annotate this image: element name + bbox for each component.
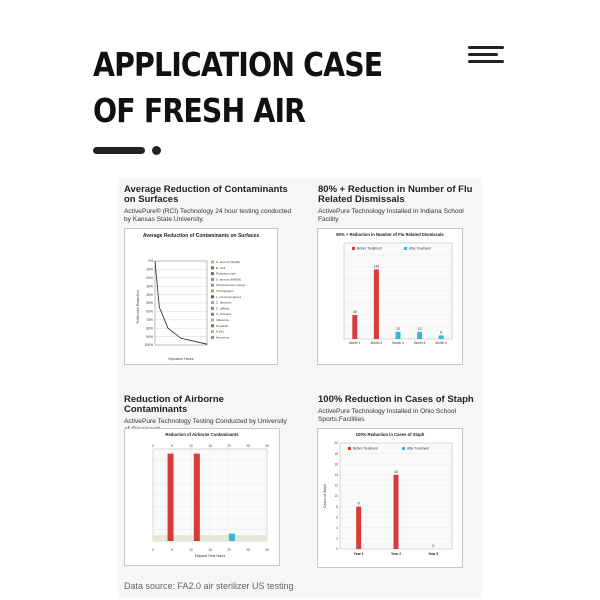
title-underline-dot — [152, 146, 161, 155]
card-subtitle: ActivePure Technology Installed in Indiana School Facility — [318, 208, 464, 223]
chart-title: Average Reduction of Contaminants on Surfaces — [142, 233, 260, 239]
chart-flu-dismissals — [317, 228, 463, 365]
card-flu-dismissals — [318, 185, 478, 223]
chart-surface-contaminants — [124, 228, 278, 365]
legend-swatch-before — [352, 247, 355, 250]
legend-entry: Influenza — [216, 318, 229, 322]
y-tick-label: 40% — [146, 292, 153, 297]
y-axis-label: % Microbe Reduction — [136, 290, 140, 324]
legend-entry: Streptococcus (strep) — [216, 283, 246, 288]
legend-swatch — [211, 278, 214, 281]
y-tick-label: 0% — [148, 259, 153, 264]
legend-entry: Before Treatment — [353, 446, 378, 451]
bar — [352, 315, 357, 339]
legend-entry: S. aureus (Staph) — [216, 260, 241, 264]
x-tick-label-top: 30 — [265, 444, 269, 448]
x-tick-label: Year 1 — [353, 552, 364, 556]
legend-entry: Pseudomonas — [216, 271, 236, 276]
chart-airborne-contaminants — [124, 428, 280, 566]
legend-entry: L. monocytogenes — [216, 294, 242, 299]
y-tick-label: 14 — [334, 473, 338, 477]
y-tick-label: 20% — [146, 276, 153, 280]
chart-title: Reduction of Airborne Contaminants — [165, 432, 239, 437]
x-tick-label-top: 5 — [171, 444, 173, 448]
x-axis-label: Elapsed Time Hours — [194, 554, 226, 558]
legend-swatch — [211, 261, 214, 264]
x-tick-label: Year 2 — [391, 552, 401, 556]
legend-entry: S. aureus (MRSA) — [216, 277, 242, 282]
bar — [417, 332, 422, 339]
y-tick-label: 50% — [146, 301, 153, 306]
data-label: 12 — [396, 326, 400, 331]
y-tick-label: 16 — [334, 462, 338, 467]
bar — [374, 269, 379, 339]
legend-swatch-after — [404, 247, 407, 250]
legend-entry: C. difficile — [216, 306, 230, 311]
data-label: 12 — [417, 326, 422, 331]
x-tick-label: 15 — [208, 548, 212, 552]
legend-entry: Hepatitis — [216, 323, 229, 328]
card-staph-cases — [318, 395, 476, 423]
y-tick-label: 10% — [146, 267, 153, 272]
x-tick-label: 25 — [246, 548, 250, 552]
x-tick-label-top: 10 — [189, 444, 193, 448]
legend-swatch — [211, 295, 214, 298]
legend-swatch — [211, 290, 214, 293]
chart-title: 100% Reduction in Cases of Staph — [355, 432, 425, 437]
x-tick-label: Month 1 — [349, 341, 361, 345]
data-label: 116 — [373, 264, 380, 269]
y-tick-label: 4 — [336, 526, 338, 530]
legend-entry: S. enterica — [216, 312, 231, 317]
y-tick-label: 70% — [146, 318, 153, 322]
x-tick-label: Month 3 — [392, 341, 404, 345]
legend-swatch — [211, 272, 214, 275]
legend-entry: Norovirus — [216, 335, 230, 340]
page-title — [93, 42, 382, 134]
legend-entry: H1N1 — [216, 329, 224, 334]
page-title-line-2: OF FRESH AIR — [93, 91, 306, 130]
y-tick-label: 100% — [144, 343, 153, 348]
y-axis-label: Cases of Staph — [323, 484, 327, 508]
data-label: 40 — [352, 310, 357, 314]
legend-swatch — [211, 284, 214, 287]
y-tick-label: 8 — [336, 504, 338, 509]
legend-swatch — [211, 336, 214, 339]
card-title: 80% + Reduction in Number of Flu Related Dismissals — [318, 184, 473, 205]
bar — [396, 332, 401, 339]
y-tick-label: 6 — [336, 515, 338, 520]
x-tick-label: 0 — [152, 548, 154, 552]
legend-swatch — [211, 330, 214, 333]
y-tick-label: 12 — [334, 483, 338, 488]
card-surface-contaminants — [124, 185, 294, 223]
x-tick-label-top: 25 — [246, 444, 250, 448]
bar — [439, 335, 444, 339]
y-tick-label: 80% — [146, 326, 153, 331]
card-title: 100% Reduction in Cases of Staph — [318, 394, 474, 405]
bar — [168, 454, 174, 541]
data-source-note: Data source: FA2.0 air sterilizer US testing — [124, 581, 294, 591]
y-tick-label: 60% — [146, 309, 153, 314]
card-subtitle: ActivePure® (RCI) Technology 24 hour testing conducted by Kansas State University. — [124, 208, 292, 223]
x-tick-label-top: 20 — [227, 444, 231, 448]
card-subtitle: ActivePure Technology Testing Conducted by University — [124, 418, 287, 425]
legend-swatch — [211, 301, 214, 304]
y-tick-label: 30% — [146, 284, 153, 289]
bar — [229, 534, 235, 541]
legend-swatch — [211, 313, 214, 316]
legend-swatch-before — [348, 447, 351, 450]
legend-entry: E. Coli — [216, 265, 226, 270]
data-label: 8 — [357, 501, 360, 506]
legend-swatch — [211, 319, 214, 322]
x-tick-label-top: 0 — [152, 444, 154, 448]
legend-swatch — [211, 324, 214, 327]
legend-entry: Before Treatment — [357, 246, 382, 251]
bar — [194, 454, 200, 541]
data-label: 6 — [440, 330, 443, 335]
y-tick-label: 20 — [334, 441, 338, 446]
x-tick-label: Month 4 — [413, 341, 426, 345]
y-tick-label: 18 — [334, 451, 338, 456]
card-title: Average Reduction of Contaminants on Surfaces — [124, 184, 288, 205]
legend-entry: After Treatment — [407, 446, 429, 451]
x-tick-label: Month 2 — [370, 341, 383, 345]
y-tick-label: 0 — [336, 547, 338, 552]
data-label: 0 — [432, 544, 435, 548]
chart-staph-cases — [317, 428, 463, 568]
legend-entry: C. albicans — [216, 300, 232, 305]
legend-entry: Trichophyton — [216, 289, 234, 293]
x-tick-label: 20 — [227, 548, 231, 552]
title-underline-dash — [93, 147, 145, 154]
hamburger-menu-icon[interactable] — [468, 45, 506, 67]
x-tick-label: 5 — [171, 548, 173, 552]
y-tick-label: 90% — [146, 334, 153, 339]
y-tick-label: 10 — [334, 494, 338, 499]
x-tick-label: 10 — [189, 548, 193, 552]
data-label: 14 — [394, 469, 398, 474]
legend-swatch-after — [402, 447, 405, 450]
x-tick-label: 30 — [265, 548, 269, 552]
card-subtitle: ActivePure Technology Installed in Ohio School Sports Facilities — [318, 408, 457, 423]
x-tick-label-top: 15 — [208, 444, 212, 448]
page-title-line-1: APPLICATION CASE — [93, 45, 383, 84]
x-tick-label: Year 3 — [428, 552, 439, 556]
chart-title: 80% + Reduction in Number of Flu Related Dismissals — [336, 232, 444, 237]
y-tick-label: 2 — [336, 536, 338, 541]
bar — [356, 507, 361, 549]
bar — [394, 475, 399, 549]
x-tick-label: Month 5 — [435, 341, 447, 345]
legend-swatch — [211, 266, 214, 269]
x-axis-label: Exposure Hours — [168, 357, 194, 361]
card-title: Reduction of Airborne Contaminants — [124, 394, 224, 415]
legend-swatch — [211, 307, 214, 310]
legend-entry: After Treatment — [409, 246, 431, 251]
